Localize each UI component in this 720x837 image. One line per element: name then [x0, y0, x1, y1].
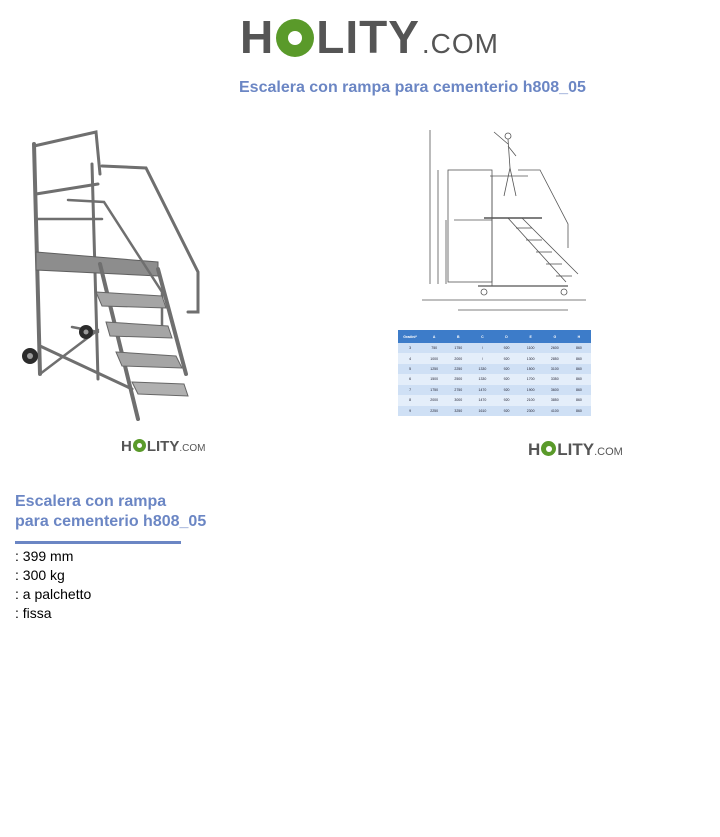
spec-table-cell: 920 [495, 385, 519, 395]
product-heading-line2: para cementerio h808_05 [15, 513, 207, 530]
spec-table-cell: 860 [567, 406, 591, 416]
spec-header-cell: D [495, 330, 519, 343]
mobile-stair-photo [12, 124, 208, 424]
spec-table [398, 330, 591, 416]
spec-table-cell: 4100 [543, 406, 567, 416]
spec-table-cell: 1000 [422, 353, 446, 363]
spec-table-cell: 2250 [422, 406, 446, 416]
spec-table-cell: 2000 [422, 395, 446, 405]
spec-table-row [398, 406, 591, 416]
watermark-o-icon [541, 441, 556, 456]
logo-suffix: .COM [421, 28, 500, 59]
spec-table-cell: 1100 [519, 343, 543, 353]
spec-table-cell: 3100 [543, 364, 567, 374]
watermark-letters: LITY [146, 438, 180, 455]
spec-table-row [398, 353, 591, 363]
watermark-letters: LITY [557, 440, 595, 459]
spec-table-cell: 920 [495, 406, 519, 416]
spec-table-cell: 2500 [446, 374, 470, 384]
holity-logo[interactable] [240, 11, 500, 63]
watermark-letter-h: H [121, 438, 132, 455]
spec-table-row [398, 395, 591, 405]
holity-watermark-logo-2 [528, 440, 623, 458]
watermark-o-icon [133, 439, 146, 452]
spec-table-cell: 1330 [470, 374, 494, 384]
logo-o-icon [276, 19, 314, 57]
spec-table-cell: / [470, 343, 494, 353]
spec-header-cell: C [470, 330, 494, 343]
spec-table-cell: 920 [495, 364, 519, 374]
spec-table-cell: 1470 [470, 385, 494, 395]
spec-table-cell: 2750 [446, 385, 470, 395]
attribute-item: : 300 kg [15, 567, 65, 583]
spec-table-cell: 8 [398, 395, 422, 405]
watermark-suffix: .COM [594, 446, 623, 458]
spec-table-cell: 6 [398, 374, 422, 384]
spec-table-cell: 1300 [519, 353, 543, 363]
spec-table-cell: 5 [398, 364, 422, 374]
spec-header-cell: Gradini* [398, 330, 422, 343]
attribute-item: : a palchetto [15, 586, 92, 602]
spec-table-cell: 3250 [446, 406, 470, 416]
watermark-suffix: .COM [179, 443, 206, 454]
heading-divider [15, 541, 181, 544]
spec-table-header-row [398, 330, 591, 343]
spec-table-cell: 1500 [422, 374, 446, 384]
spec-table-cell: 1330 [470, 364, 494, 374]
spec-header-cell: H [567, 330, 591, 343]
spec-table-cell: 1700 [519, 374, 543, 384]
spec-table-cell: 2850 [543, 353, 567, 363]
spec-table-cell: 860 [567, 385, 591, 395]
spec-table-cell: 1470 [470, 395, 494, 405]
spec-table-cell: 3850 [543, 395, 567, 405]
page-title: Escalera con rampa para cementerio h808_05 [239, 79, 586, 96]
spec-table-cell: 1900 [519, 385, 543, 395]
spec-header-cell: A [422, 330, 446, 343]
spec-table-row [398, 364, 591, 374]
spec-table-cell: 860 [567, 343, 591, 353]
spec-table-cell: 3600 [543, 385, 567, 395]
logo-letter-h: H [240, 11, 275, 63]
spec-table-cell: 860 [567, 395, 591, 405]
product-heading [15, 492, 206, 532]
spec-table-cell: 1610 [470, 406, 494, 416]
spec-table-cell: 3000 [446, 395, 470, 405]
spec-table-cell: 1250 [422, 364, 446, 374]
spec-table-cell: / [470, 353, 494, 363]
spec-table-cell: 920 [495, 395, 519, 405]
holity-watermark-logo [121, 438, 205, 454]
spec-header-cell: B [446, 330, 470, 343]
spec-table-cell: 4 [398, 353, 422, 363]
spec-table-row [398, 385, 591, 395]
spec-table-cell: 860 [567, 374, 591, 384]
attribute-item: : fissa [15, 605, 52, 621]
spec-table-cell: 860 [567, 364, 591, 374]
technical-drawing [418, 124, 588, 316]
product-heading-line1: Escalera con rampa [15, 493, 167, 510]
spec-table-row [398, 343, 591, 353]
spec-table-cell: 9 [398, 406, 422, 416]
spec-table-cell: 920 [495, 374, 519, 384]
spec-table-cell: 860 [567, 353, 591, 363]
spec-table-cell: 2300 [519, 406, 543, 416]
spec-table-cell: 1500 [519, 364, 543, 374]
spec-header-cell: E [519, 330, 543, 343]
spec-table-cell: 2250 [446, 364, 470, 374]
logo-letters: LITY [316, 11, 420, 63]
spec-table-cell: 750 [422, 343, 446, 353]
spec-table-cell: 1750 [422, 385, 446, 395]
attribute-item: : 399 mm [15, 548, 74, 564]
spec-table-cell: 3350 [543, 374, 567, 384]
spec-table-row [398, 374, 591, 384]
spec-table-cell: 2600 [543, 343, 567, 353]
product-attributes [15, 547, 91, 623]
spec-table-cell: 920 [495, 343, 519, 353]
spec-table-cell: 2000 [446, 353, 470, 363]
spec-table-cell: 7 [398, 385, 422, 395]
spec-table-cell: 2100 [519, 395, 543, 405]
spec-table-cell: 1750 [446, 343, 470, 353]
spec-table-cell: 3 [398, 343, 422, 353]
spec-header-cell: G [543, 330, 567, 343]
watermark-letter-h: H [528, 440, 541, 459]
spec-table-cell: 920 [495, 353, 519, 363]
